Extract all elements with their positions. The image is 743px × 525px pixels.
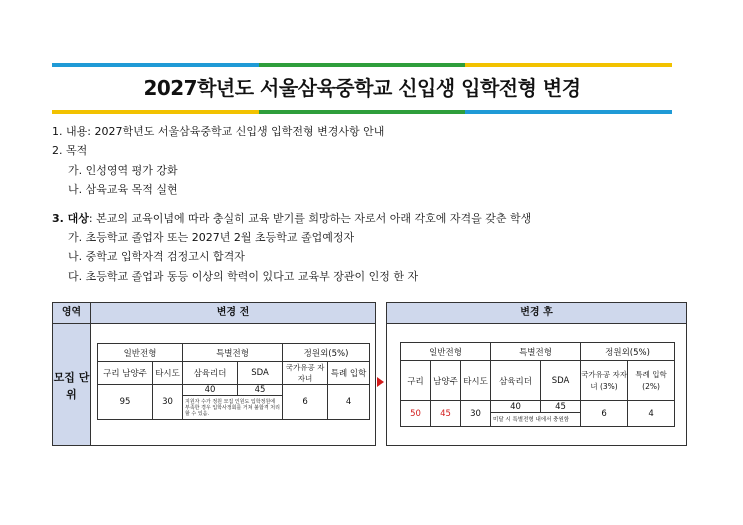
column-header: 타시도 (153, 362, 183, 385)
section-2-heading: 2. 목적 (52, 144, 88, 158)
before-change-panel (52, 302, 376, 446)
section-3-item: 가. 초등학교 졸업자 또는 2027년 2월 초등학교 졸업예정자 (68, 231, 355, 245)
group-header: 특별전형 (491, 343, 581, 361)
value-cell: 45 (541, 401, 581, 413)
recruitment-unit-label: 모집 단위 (53, 371, 90, 401)
special-note: 미달 시 특별전형 내에서 충원함 (491, 413, 581, 427)
value-cell: 4 (328, 385, 370, 420)
column-header: 삼육리더 (183, 362, 238, 385)
row-label-column (53, 303, 91, 445)
column-header: 삼육리더 (491, 361, 541, 401)
special-note: 지원자 수가 정원 모집 인원도 입학정원에 부족한 경우 입학사정회를 거쳐 불합격 처리 할 수 있음. (183, 396, 283, 420)
column-header: 국가유공 자자녀 (3%) (581, 361, 628, 401)
section-3-item: 나. 중학교 입학자격 검정고시 합격자 (68, 250, 245, 264)
value-cell: 45 (431, 401, 461, 427)
group-header: 일반전형 (401, 343, 491, 361)
section-3-item: 다. 초등학교 졸업과 동등 이상의 학력이 있다고 교육부 장관이 인정 한 자 (68, 269, 419, 283)
value-cell: 4 (628, 401, 675, 427)
arrow-right-icon (377, 377, 384, 387)
value-cell: 95 (98, 385, 153, 420)
section-1: 1. 내용: 2027학년도 서울삼육중학교 신입생 입학전형 변경사항 안내 (52, 125, 385, 138)
group-header: 정원외(5%) (581, 343, 675, 361)
section-3-label: 3. 대상 (52, 211, 89, 225)
value-cell: 30 (153, 385, 183, 420)
value-cell: 40 (491, 401, 541, 413)
section-2-item: 가. 인성영역 평가 강화 (68, 163, 178, 177)
value-cell: 6 (283, 385, 328, 420)
column-header: SDA (541, 361, 581, 401)
section-2-item: 나. 삼육교육 목적 실현 (68, 183, 178, 197)
after-table (400, 342, 675, 427)
top-color-bar (52, 63, 672, 67)
before-table (97, 343, 370, 420)
group-header: 정원외(5%) (283, 344, 370, 362)
notice-body (52, 122, 692, 286)
column-header: SDA (238, 362, 283, 385)
group-header: 특별전형 (183, 344, 283, 362)
column-header: 특례 입학 (2%) (628, 361, 675, 401)
column-header: 타시도 (461, 361, 491, 401)
group-header: 일반전형 (98, 344, 183, 362)
value-cell: 30 (461, 401, 491, 427)
value-cell: 45 (238, 385, 283, 396)
section-3-heading (52, 209, 692, 228)
column-header: 남양주 (431, 361, 461, 401)
after-change-panel (386, 302, 687, 446)
column-header: 구리 (401, 361, 431, 401)
column-header: 국가유공 자자녀 (283, 362, 328, 385)
value-cell: 50 (401, 401, 431, 427)
area-label: 영역 (53, 303, 90, 324)
section-3-text: : 본교의 교육이념에 따라 충실히 교육 받기를 희망하는 자로서 아래 각호에 자격을 갖춘 학생 (88, 211, 532, 225)
column-header: 구리 남양주 (98, 362, 153, 385)
value-cell: 6 (581, 401, 628, 427)
before-header: 변경 전 (91, 303, 375, 324)
value-cell: 40 (183, 385, 238, 396)
bottom-color-bar (52, 110, 672, 114)
column-header: 특례 입학 (328, 362, 370, 385)
page-title: 2027학년도 서울삼육중학교 신입생 입학전형 변경 (143, 76, 581, 100)
after-header: 변경 후 (387, 303, 686, 324)
